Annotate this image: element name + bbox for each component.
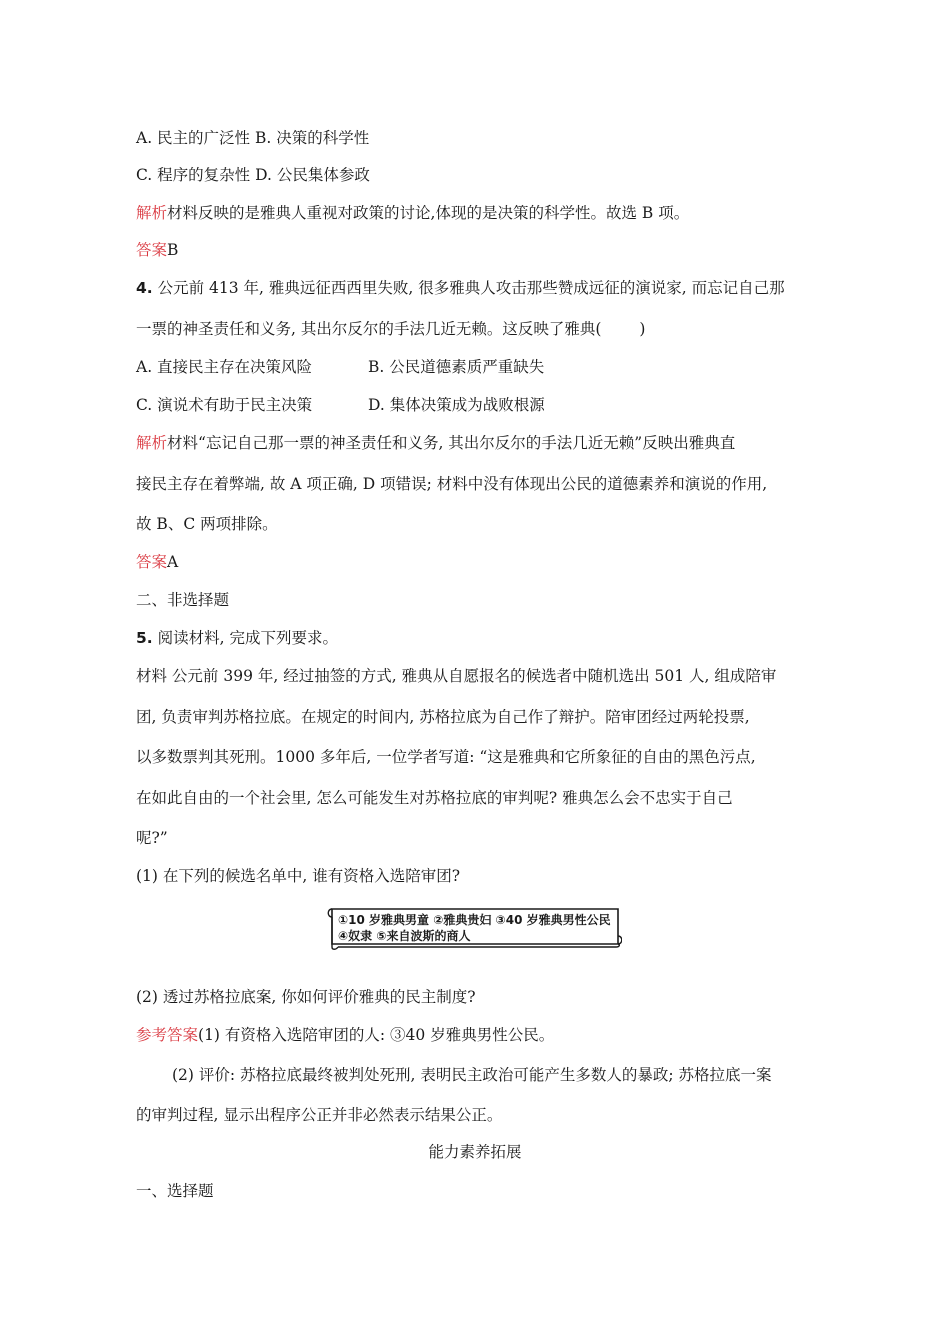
q5-material-line4: 在如此自由的一个社会里, 怎么可能发生对苏格拉底的审判呢? 雅典怎么会不忠实于自己: [136, 789, 733, 807]
answer-label: 答案: [136, 553, 168, 571]
q5-reference-line3: 的审判过程, 显示出程序公正并非必然表示结果公正。: [136, 1106, 503, 1124]
option-b: B. 公民道德素质严重缺失: [368, 358, 545, 376]
candidate-list-scroll: [326, 906, 622, 950]
reference-answer-label: 参考答案: [136, 1026, 199, 1044]
q3-options-line1: A. 民主的广泛性 B. 决策的科学性: [136, 129, 370, 147]
q5-stem: [136, 627, 338, 649]
candidate-line-2: ④奴隶 ⑤来自波斯的商人: [338, 929, 471, 943]
option-d: D. 集体决策成为战败根源: [368, 396, 545, 414]
section-title-ability: 能力素养拓展: [428, 1143, 522, 1161]
candidate-line-1: ①10 岁雅典男童 ②雅典贵妇 ③40 岁雅典男性公民: [338, 913, 611, 927]
q5-material-line2: 团, 负责审判苏格拉底。在规定的时间内, 苏格拉底为自己作了辩护。陪审团经过两轮投票,: [136, 708, 750, 726]
stem-text: 一票的神圣责任和义务, 其出尔反尔的手法几近无赖。这反映了雅典(: [136, 320, 602, 338]
q5-reference-line1: [136, 1024, 554, 1046]
question-number: 5.: [136, 629, 153, 647]
q4-analysis-line1: [136, 432, 735, 454]
answer-value: A: [167, 553, 179, 571]
q5-material-line1: 材料 公元前 399 年, 经过抽签的方式, 雅典从自愿报名的候选者中随机选出 501 人, 组成陪审: [136, 667, 777, 685]
q5-sub-question-1: (1) 在下列的候选名单中, 谁有资格入选陪审团?: [136, 867, 461, 885]
q4-stem-line1: [136, 277, 785, 299]
q4-answer: [136, 551, 178, 573]
option-c: C. 演说术有助于民主决策: [136, 396, 313, 414]
q4-analysis-line2: 接民主存在着弊端, 故 A 项正确, D 项错误; 材料中没有体现出公民的道德素养和演说的作用,: [136, 475, 768, 493]
stem-close-paren: ): [639, 320, 646, 338]
q3-analysis: [136, 202, 689, 224]
q5-reference-line2: (2) 评价: 苏格拉底最终被判处死刑, 表明民主政治可能产生多数人的暴政; 苏格拉底一案: [172, 1066, 772, 1084]
stem-text: 阅读材料, 完成下列要求。: [152, 629, 338, 647]
section-heading-nonchoice: 二、非选择题: [136, 591, 230, 609]
analysis-text: 材料反映的是雅典人重视对政策的讨论,体现的是决策的科学性。故选 B 项。: [167, 204, 690, 222]
section-heading-choice: 一、选择题: [136, 1182, 214, 1200]
question-number: 4.: [136, 279, 153, 297]
q4-stem-line2: [136, 318, 645, 340]
scroll-text: [338, 912, 611, 944]
q4-analysis-line3: 故 B、C 两项排除。: [136, 515, 278, 533]
q3-options-line2: C. 程序的复杂性 D. 公民集体参政: [136, 166, 370, 184]
analysis-label: 解析: [136, 204, 168, 222]
option-a: A. 直接民主存在决策风险: [136, 358, 313, 376]
q3-answer: [136, 239, 178, 261]
q5-sub-question-2: (2) 透过苏格拉底案, 你如何评价雅典的民主制度?: [136, 988, 476, 1006]
stem-text: 公元前 413 年, 雅典远征西西里失败, 很多雅典人攻击那些赞成远征的演说家, 而忘记自己那: [152, 279, 785, 297]
q4-options-row1: [136, 356, 544, 378]
analysis-text: 材料“忘记自己那一票的神圣责任和义务, 其出尔反尔的手法几近无赖”反映出雅典直: [167, 434, 736, 452]
q5-material-line3: 以多数票判其死刑。1000 多年后, 一位学者写道: “这是雅典和它所象征的自由的黑色污点,: [136, 748, 756, 766]
q5-material-line5: 呢?”: [136, 829, 168, 847]
analysis-label: 解析: [136, 434, 168, 452]
reference-text: (1) 有资格入选陪审团的人: ③40 岁雅典男性公民。: [198, 1026, 555, 1044]
answer-value: B: [167, 241, 179, 259]
answer-label: 答案: [136, 241, 168, 259]
q4-options-row2: [136, 394, 545, 416]
